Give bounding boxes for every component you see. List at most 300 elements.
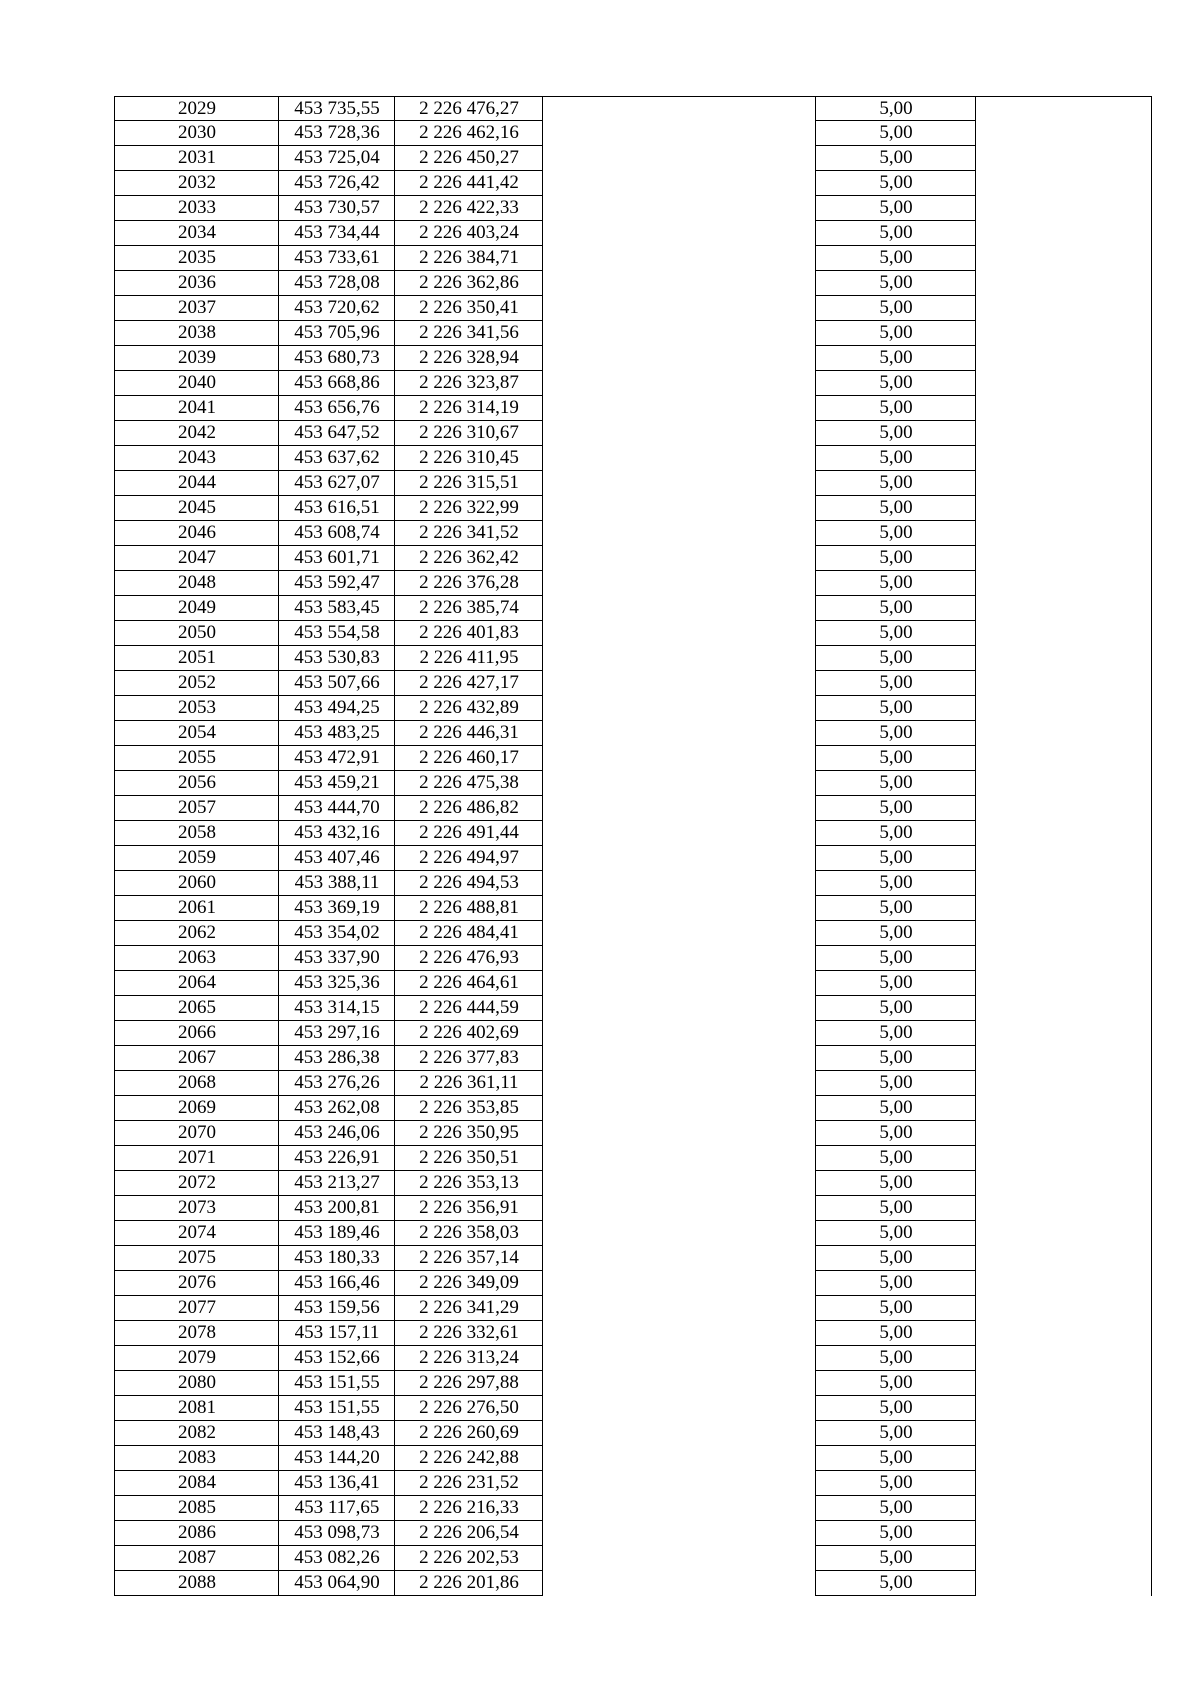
x-coordinate-cell: 453 325,36 xyxy=(279,971,395,996)
value-cell: 5,00 xyxy=(816,1296,976,1321)
y-coordinate-cell: 2 226 349,09 xyxy=(395,1271,543,1296)
y-coordinate-cell: 2 226 377,83 xyxy=(395,1046,543,1071)
table-row xyxy=(115,596,1152,621)
empty-cell xyxy=(543,296,816,321)
y-coordinate-cell: 2 226 341,29 xyxy=(395,1296,543,1321)
value-cell: 5,00 xyxy=(816,721,976,746)
value-cell: 5,00 xyxy=(816,1521,976,1546)
table-row xyxy=(115,846,1152,871)
x-coordinate-cell: 453 152,66 xyxy=(279,1346,395,1371)
empty-cell xyxy=(543,971,816,996)
x-coordinate-cell: 453 472,91 xyxy=(279,746,395,771)
y-coordinate-cell: 2 226 460,17 xyxy=(395,746,543,771)
point-number-cell: 2031 xyxy=(115,146,279,171)
empty-cell xyxy=(976,821,1152,846)
empty-cell xyxy=(976,396,1152,421)
table-row xyxy=(115,1146,1152,1171)
table-row xyxy=(115,771,1152,796)
table-row xyxy=(115,96,1152,121)
y-coordinate-cell: 2 226 361,11 xyxy=(395,1071,543,1096)
x-coordinate-cell: 453 117,65 xyxy=(279,1496,395,1521)
empty-cell xyxy=(543,321,816,346)
empty-cell xyxy=(976,646,1152,671)
empty-cell xyxy=(976,121,1152,146)
value-cell: 5,00 xyxy=(816,271,976,296)
point-number-cell: 2056 xyxy=(115,771,279,796)
empty-cell xyxy=(543,446,816,471)
table-row xyxy=(115,646,1152,671)
empty-cell xyxy=(976,846,1152,871)
empty-cell xyxy=(976,1496,1152,1521)
point-number-cell: 2030 xyxy=(115,121,279,146)
x-coordinate-cell: 453 730,57 xyxy=(279,196,395,221)
y-coordinate-cell: 2 226 476,93 xyxy=(395,946,543,971)
point-number-cell: 2063 xyxy=(115,946,279,971)
x-coordinate-cell: 453 647,52 xyxy=(279,421,395,446)
empty-cell xyxy=(976,1396,1152,1421)
y-coordinate-cell: 2 226 403,24 xyxy=(395,221,543,246)
x-coordinate-cell: 453 733,61 xyxy=(279,246,395,271)
x-coordinate-cell: 453 180,33 xyxy=(279,1246,395,1271)
point-number-cell: 2072 xyxy=(115,1171,279,1196)
point-number-cell: 2054 xyxy=(115,721,279,746)
table-row xyxy=(115,171,1152,196)
y-coordinate-cell: 2 226 276,50 xyxy=(395,1396,543,1421)
y-coordinate-cell: 2 226 358,03 xyxy=(395,1221,543,1246)
x-coordinate-cell: 453 064,90 xyxy=(279,1571,395,1596)
y-coordinate-cell: 2 226 310,67 xyxy=(395,421,543,446)
empty-cell xyxy=(976,1346,1152,1371)
empty-cell xyxy=(976,1246,1152,1271)
value-cell: 5,00 xyxy=(816,1021,976,1046)
value-cell: 5,00 xyxy=(816,96,976,121)
table-row xyxy=(115,1371,1152,1396)
point-number-cell: 2067 xyxy=(115,1046,279,1071)
table-row xyxy=(115,546,1152,571)
x-coordinate-cell: 453 148,43 xyxy=(279,1421,395,1446)
y-coordinate-cell: 2 226 362,42 xyxy=(395,546,543,571)
y-coordinate-cell: 2 226 446,31 xyxy=(395,721,543,746)
point-number-cell: 2077 xyxy=(115,1296,279,1321)
value-cell: 5,00 xyxy=(816,1496,976,1521)
empty-cell xyxy=(976,371,1152,396)
empty-cell xyxy=(976,571,1152,596)
empty-cell xyxy=(543,596,816,621)
x-coordinate-cell: 453 592,47 xyxy=(279,571,395,596)
empty-cell xyxy=(543,1321,816,1346)
x-coordinate-cell: 453 136,41 xyxy=(279,1471,395,1496)
point-number-cell: 2084 xyxy=(115,1471,279,1496)
table-row xyxy=(115,1221,1152,1246)
empty-cell xyxy=(976,1096,1152,1121)
y-coordinate-cell: 2 226 444,59 xyxy=(395,996,543,1021)
table-row xyxy=(115,1521,1152,1546)
point-number-cell: 2071 xyxy=(115,1146,279,1171)
table-row xyxy=(115,1346,1152,1371)
table-row xyxy=(115,321,1152,346)
empty-cell xyxy=(976,1146,1152,1171)
empty-cell xyxy=(543,921,816,946)
point-number-cell: 2049 xyxy=(115,596,279,621)
empty-cell xyxy=(543,171,816,196)
empty-cell xyxy=(976,171,1152,196)
table-row xyxy=(115,1246,1152,1271)
point-number-cell: 2043 xyxy=(115,446,279,471)
empty-cell xyxy=(543,1521,816,1546)
value-cell: 5,00 xyxy=(816,1421,976,1446)
table-row xyxy=(115,796,1152,821)
x-coordinate-cell: 453 734,44 xyxy=(279,221,395,246)
coordinates-table xyxy=(115,96,1152,1596)
point-number-cell: 2050 xyxy=(115,621,279,646)
table-row xyxy=(115,1571,1152,1596)
x-coordinate-cell: 453 159,56 xyxy=(279,1296,395,1321)
empty-cell xyxy=(976,796,1152,821)
empty-cell xyxy=(976,446,1152,471)
point-number-cell: 2041 xyxy=(115,396,279,421)
y-coordinate-cell: 2 226 356,91 xyxy=(395,1196,543,1221)
empty-cell xyxy=(976,721,1152,746)
table-row xyxy=(115,1496,1152,1521)
y-coordinate-cell: 2 226 216,33 xyxy=(395,1496,543,1521)
point-number-cell: 2055 xyxy=(115,746,279,771)
value-cell: 5,00 xyxy=(816,521,976,546)
empty-cell xyxy=(976,271,1152,296)
y-coordinate-cell: 2 226 202,53 xyxy=(395,1546,543,1571)
y-coordinate-cell: 2 226 475,38 xyxy=(395,771,543,796)
x-coordinate-cell: 453 213,27 xyxy=(279,1171,395,1196)
empty-cell xyxy=(543,1096,816,1121)
point-number-cell: 2076 xyxy=(115,1271,279,1296)
empty-cell xyxy=(976,746,1152,771)
grid-line xyxy=(815,96,816,1596)
table-row xyxy=(115,1096,1152,1121)
empty-cell xyxy=(543,1021,816,1046)
x-coordinate-cell: 453 728,36 xyxy=(279,121,395,146)
value-cell: 5,00 xyxy=(816,996,976,1021)
x-coordinate-cell: 453 098,73 xyxy=(279,1521,395,1546)
point-number-cell: 2029 xyxy=(115,96,279,121)
point-number-cell: 2032 xyxy=(115,171,279,196)
value-cell: 5,00 xyxy=(816,196,976,221)
point-number-cell: 2053 xyxy=(115,696,279,721)
empty-cell xyxy=(976,521,1152,546)
x-coordinate-cell: 453 432,16 xyxy=(279,821,395,846)
empty-cell xyxy=(976,621,1152,646)
point-number-cell: 2060 xyxy=(115,871,279,896)
point-number-cell: 2061 xyxy=(115,896,279,921)
empty-cell xyxy=(543,221,816,246)
empty-cell xyxy=(543,646,816,671)
empty-cell xyxy=(976,146,1152,171)
value-cell: 5,00 xyxy=(816,1471,976,1496)
empty-cell xyxy=(976,1221,1152,1246)
empty-cell xyxy=(543,1296,816,1321)
x-coordinate-cell: 453 157,11 xyxy=(279,1321,395,1346)
point-number-cell: 2064 xyxy=(115,971,279,996)
empty-cell xyxy=(976,96,1152,121)
x-coordinate-cell: 453 151,55 xyxy=(279,1396,395,1421)
empty-cell xyxy=(543,771,816,796)
x-coordinate-cell: 453 507,66 xyxy=(279,671,395,696)
y-coordinate-cell: 2 226 376,28 xyxy=(395,571,543,596)
value-cell: 5,00 xyxy=(816,1071,976,1096)
empty-cell xyxy=(543,1496,816,1521)
empty-cell xyxy=(543,271,816,296)
value-cell: 5,00 xyxy=(816,646,976,671)
point-number-cell: 2062 xyxy=(115,921,279,946)
y-coordinate-cell: 2 226 310,45 xyxy=(395,446,543,471)
point-number-cell: 2069 xyxy=(115,1096,279,1121)
table-row xyxy=(115,1296,1152,1321)
empty-cell xyxy=(976,1196,1152,1221)
table-row xyxy=(115,1546,1152,1571)
empty-cell xyxy=(976,471,1152,496)
table-row xyxy=(115,196,1152,221)
y-coordinate-cell: 2 226 494,97 xyxy=(395,846,543,871)
x-coordinate-cell: 453 637,62 xyxy=(279,446,395,471)
value-cell: 5,00 xyxy=(816,596,976,621)
value-cell: 5,00 xyxy=(816,1571,976,1596)
empty-cell xyxy=(976,1571,1152,1596)
y-coordinate-cell: 2 226 231,52 xyxy=(395,1471,543,1496)
value-cell: 5,00 xyxy=(816,396,976,421)
empty-cell xyxy=(543,996,816,1021)
empty-cell xyxy=(543,796,816,821)
x-coordinate-cell: 453 444,70 xyxy=(279,796,395,821)
empty-cell xyxy=(543,1546,816,1571)
y-coordinate-cell: 2 226 328,94 xyxy=(395,346,543,371)
y-coordinate-cell: 2 226 332,61 xyxy=(395,1321,543,1346)
x-coordinate-cell: 453 297,16 xyxy=(279,1021,395,1046)
point-number-cell: 2035 xyxy=(115,246,279,271)
grid-line xyxy=(975,96,976,1596)
x-coordinate-cell: 453 369,19 xyxy=(279,896,395,921)
empty-cell xyxy=(976,1521,1152,1546)
value-cell: 5,00 xyxy=(816,971,976,996)
table-row xyxy=(115,121,1152,146)
point-number-cell: 2075 xyxy=(115,1246,279,1271)
table-row xyxy=(115,1471,1152,1496)
x-coordinate-cell: 453 262,08 xyxy=(279,1096,395,1121)
empty-cell xyxy=(976,1071,1152,1096)
x-coordinate-cell: 453 337,90 xyxy=(279,946,395,971)
point-number-cell: 2038 xyxy=(115,321,279,346)
table-row xyxy=(115,1046,1152,1071)
value-cell: 5,00 xyxy=(816,871,976,896)
empty-cell xyxy=(543,621,816,646)
grid-line xyxy=(1151,96,1152,1596)
empty-cell xyxy=(976,946,1152,971)
y-coordinate-cell: 2 226 206,54 xyxy=(395,1521,543,1546)
empty-cell xyxy=(543,1196,816,1221)
table-row xyxy=(115,1321,1152,1346)
point-number-cell: 2086 xyxy=(115,1521,279,1546)
value-cell: 5,00 xyxy=(816,771,976,796)
empty-cell xyxy=(543,721,816,746)
empty-cell xyxy=(543,246,816,271)
x-coordinate-cell: 453 246,06 xyxy=(279,1121,395,1146)
value-cell: 5,00 xyxy=(816,246,976,271)
table-row xyxy=(115,721,1152,746)
empty-cell xyxy=(976,1371,1152,1396)
y-coordinate-cell: 2 226 350,95 xyxy=(395,1121,543,1146)
value-cell: 5,00 xyxy=(816,171,976,196)
point-number-cell: 2058 xyxy=(115,821,279,846)
grid-line xyxy=(114,96,115,1596)
empty-cell xyxy=(976,596,1152,621)
empty-cell xyxy=(976,871,1152,896)
empty-cell xyxy=(976,971,1152,996)
empty-cell xyxy=(543,146,816,171)
point-number-cell: 2074 xyxy=(115,1221,279,1246)
table-row xyxy=(115,1021,1152,1046)
x-coordinate-cell: 453 554,58 xyxy=(279,621,395,646)
table-row xyxy=(115,221,1152,246)
y-coordinate-cell: 2 226 322,99 xyxy=(395,496,543,521)
table-row xyxy=(115,871,1152,896)
value-cell: 5,00 xyxy=(816,121,976,146)
table-row xyxy=(115,571,1152,596)
empty-cell xyxy=(976,1046,1152,1071)
empty-cell xyxy=(543,471,816,496)
y-coordinate-cell: 2 226 315,51 xyxy=(395,471,543,496)
x-coordinate-cell: 453 530,83 xyxy=(279,646,395,671)
x-coordinate-cell: 453 082,26 xyxy=(279,1546,395,1571)
empty-cell xyxy=(543,1246,816,1271)
empty-cell xyxy=(976,1446,1152,1471)
table-row xyxy=(115,621,1152,646)
point-number-cell: 2039 xyxy=(115,346,279,371)
empty-cell xyxy=(976,1296,1152,1321)
empty-cell xyxy=(976,696,1152,721)
empty-cell xyxy=(543,1396,816,1421)
table-row xyxy=(115,1446,1152,1471)
y-coordinate-cell: 2 226 450,27 xyxy=(395,146,543,171)
value-cell: 5,00 xyxy=(816,446,976,471)
y-coordinate-cell: 2 226 464,61 xyxy=(395,971,543,996)
empty-cell xyxy=(543,546,816,571)
y-coordinate-cell: 2 226 462,16 xyxy=(395,121,543,146)
value-cell: 5,00 xyxy=(816,696,976,721)
y-coordinate-cell: 2 226 476,27 xyxy=(395,96,543,121)
x-coordinate-cell: 453 608,74 xyxy=(279,521,395,546)
value-cell: 5,00 xyxy=(816,1371,976,1396)
table-body xyxy=(115,96,1152,1596)
x-coordinate-cell: 453 726,42 xyxy=(279,171,395,196)
value-cell: 5,00 xyxy=(816,346,976,371)
point-number-cell: 2068 xyxy=(115,1071,279,1096)
point-number-cell: 2042 xyxy=(115,421,279,446)
y-coordinate-cell: 2 226 432,89 xyxy=(395,696,543,721)
empty-cell xyxy=(543,1371,816,1396)
empty-cell xyxy=(976,346,1152,371)
point-number-cell: 2046 xyxy=(115,521,279,546)
y-coordinate-cell: 2 226 341,52 xyxy=(395,521,543,546)
value-cell: 5,00 xyxy=(816,1246,976,1271)
value-cell: 5,00 xyxy=(816,1396,976,1421)
y-coordinate-cell: 2 226 313,24 xyxy=(395,1346,543,1371)
table-row xyxy=(115,1421,1152,1446)
y-coordinate-cell: 2 226 362,86 xyxy=(395,271,543,296)
empty-cell xyxy=(976,496,1152,521)
table-row xyxy=(115,746,1152,771)
value-cell: 5,00 xyxy=(816,921,976,946)
y-coordinate-cell: 2 226 427,17 xyxy=(395,671,543,696)
value-cell: 5,00 xyxy=(816,146,976,171)
value-cell: 5,00 xyxy=(816,371,976,396)
value-cell: 5,00 xyxy=(816,671,976,696)
y-coordinate-cell: 2 226 484,41 xyxy=(395,921,543,946)
empty-cell xyxy=(976,1271,1152,1296)
empty-cell xyxy=(543,371,816,396)
y-coordinate-cell: 2 226 357,14 xyxy=(395,1246,543,1271)
x-coordinate-cell: 453 388,11 xyxy=(279,871,395,896)
empty-cell xyxy=(976,671,1152,696)
empty-cell xyxy=(543,1471,816,1496)
empty-cell xyxy=(543,396,816,421)
table-row xyxy=(115,496,1152,521)
x-coordinate-cell: 453 276,26 xyxy=(279,1071,395,1096)
empty-cell xyxy=(976,196,1152,221)
empty-cell xyxy=(976,771,1152,796)
value-cell: 5,00 xyxy=(816,1346,976,1371)
point-number-cell: 2082 xyxy=(115,1421,279,1446)
y-coordinate-cell: 2 226 488,81 xyxy=(395,896,543,921)
value-cell: 5,00 xyxy=(816,746,976,771)
x-coordinate-cell: 453 680,73 xyxy=(279,346,395,371)
x-coordinate-cell: 453 616,51 xyxy=(279,496,395,521)
table-row xyxy=(115,346,1152,371)
value-cell: 5,00 xyxy=(816,1046,976,1071)
empty-cell xyxy=(976,296,1152,321)
y-coordinate-cell: 2 226 314,19 xyxy=(395,396,543,421)
x-coordinate-cell: 453 144,20 xyxy=(279,1446,395,1471)
value-cell: 5,00 xyxy=(816,1546,976,1571)
point-number-cell: 2065 xyxy=(115,996,279,1021)
empty-cell xyxy=(976,1546,1152,1571)
table-row xyxy=(115,146,1152,171)
table-row xyxy=(115,246,1152,271)
point-number-cell: 2048 xyxy=(115,571,279,596)
empty-cell xyxy=(543,196,816,221)
empty-cell xyxy=(976,1171,1152,1196)
empty-cell xyxy=(543,1446,816,1471)
table-row xyxy=(115,1071,1152,1096)
x-coordinate-cell: 453 407,46 xyxy=(279,846,395,871)
empty-cell xyxy=(543,871,816,896)
point-number-cell: 2088 xyxy=(115,1571,279,1596)
empty-cell xyxy=(543,946,816,971)
x-coordinate-cell: 453 720,62 xyxy=(279,296,395,321)
point-number-cell: 2045 xyxy=(115,496,279,521)
x-coordinate-cell: 453 601,71 xyxy=(279,546,395,571)
empty-cell xyxy=(543,1146,816,1171)
x-coordinate-cell: 453 494,25 xyxy=(279,696,395,721)
value-cell: 5,00 xyxy=(816,296,976,321)
table-row xyxy=(115,521,1152,546)
point-number-cell: 2037 xyxy=(115,296,279,321)
point-number-cell: 2040 xyxy=(115,371,279,396)
empty-cell xyxy=(976,421,1152,446)
table-row xyxy=(115,921,1152,946)
empty-cell xyxy=(543,1121,816,1146)
y-coordinate-cell: 2 226 494,53 xyxy=(395,871,543,896)
table-row xyxy=(115,1196,1152,1221)
y-coordinate-cell: 2 226 402,69 xyxy=(395,1021,543,1046)
x-coordinate-cell: 453 656,76 xyxy=(279,396,395,421)
point-number-cell: 2079 xyxy=(115,1346,279,1371)
